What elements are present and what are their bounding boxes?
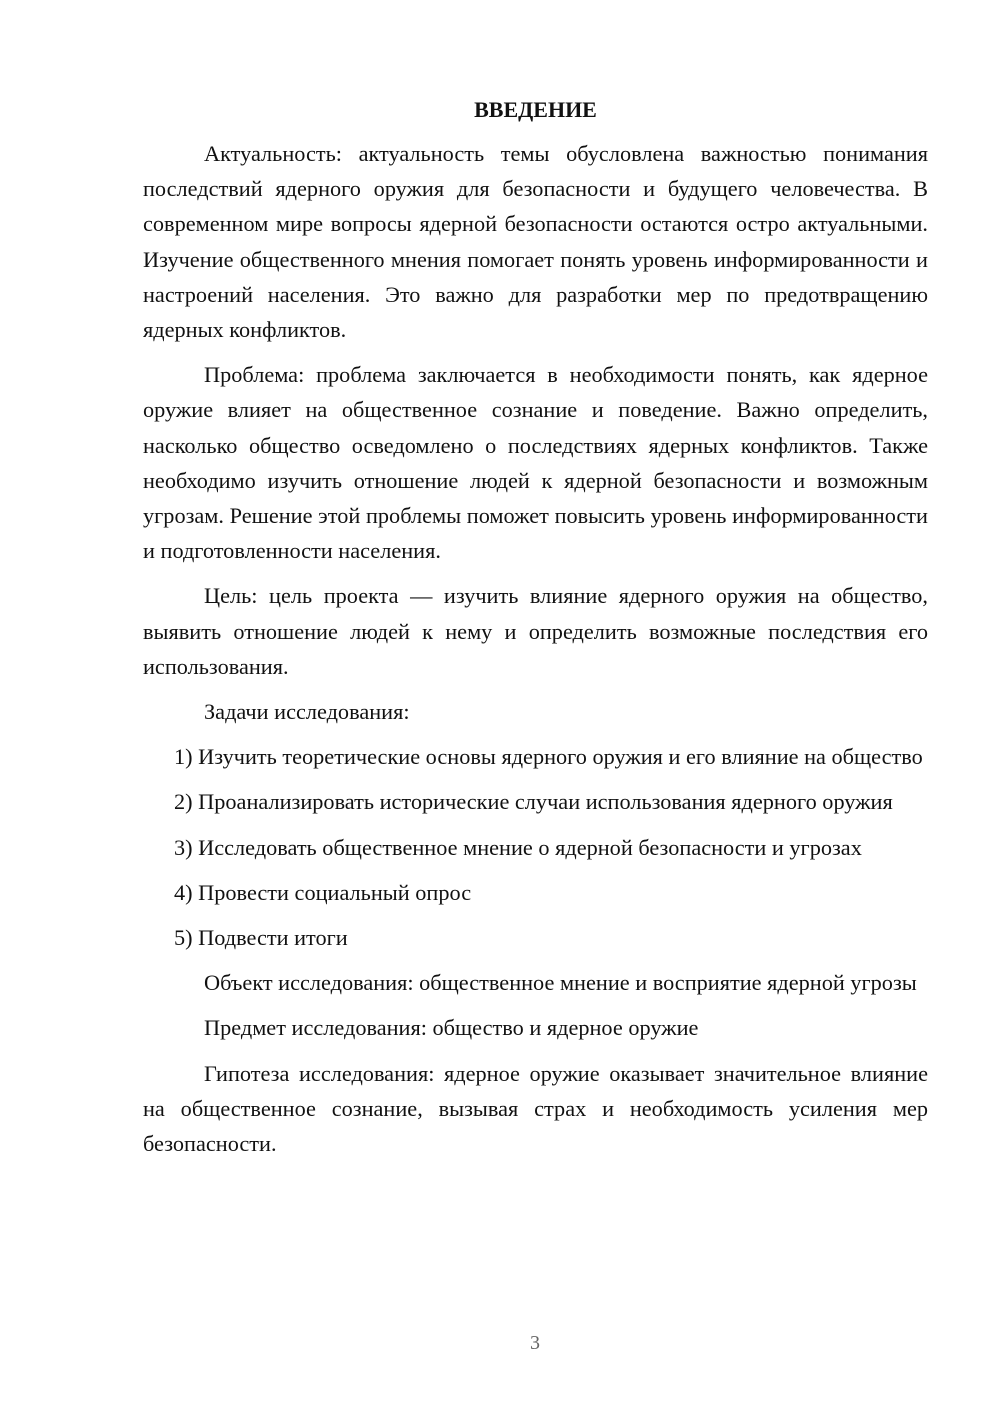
task-item-4: 4) Провести социальный опрос bbox=[174, 879, 472, 905]
section-title: ВВЕДЕНИЕ bbox=[474, 97, 597, 122]
task-item-2: 2) Проанализировать исторические случаи использования ядерного оружия bbox=[174, 789, 893, 815]
page-number: 3 bbox=[530, 1332, 540, 1354]
goal-paragraph: Цель: цель проекта — изучить влияние ядерного оружия на общество, выявить отношение людей к нему и определить возможные последствия его использования. bbox=[143, 583, 928, 679]
object-paragraph: Объект исследования: общественное мнение и восприятие ядерной угрозы bbox=[204, 970, 917, 996]
subject-paragraph: Предмет исследования: общество и ядерное оружие bbox=[204, 1015, 699, 1041]
task-item-5: 5) Подвести итоги bbox=[174, 925, 348, 951]
problem-paragraph: Проблема: проблема заключается в необходимости понять, как ядерное оружие влияет на общественное сознание и поведение. Важно определить, насколько общество осведомлено о последствиях ядерных конфликтов. Также необходимо изучить отношение людей к ядерной безопасности и возможным угрозам. Решение этой проблемы поможет повысить уровень информированности и подготовленности населения. bbox=[143, 362, 928, 564]
task-item-1: 1) Изучить теоретические основы ядерного оружия и его влияние на общество bbox=[174, 744, 923, 770]
relevance-paragraph: Актуальность: актуальность темы обусловлена важностью понимания последствий ядерного оружия для безопасности и будущего человечества. В современном мире вопросы ядерной безопасности остаются остро актуальными. Изучение общественного мнения помогает понять уровень информированности и настроений населения. Это важно для разработки мер по предотвращению ядерных конфликтов. bbox=[143, 141, 928, 343]
hypothesis-paragraph: Гипотеза исследования: ядерное оружие оказывает значительное влияние на общественное сознание, вызывая страх и необходимость усиления мер безопасности. bbox=[143, 1060, 928, 1157]
tasks-heading: Задачи исследования: bbox=[204, 699, 410, 725]
task-item-3: 3) Исследовать общественное мнение о ядерной безопасности и угрозах bbox=[174, 834, 862, 860]
document-page bbox=[143, 92, 928, 1161]
